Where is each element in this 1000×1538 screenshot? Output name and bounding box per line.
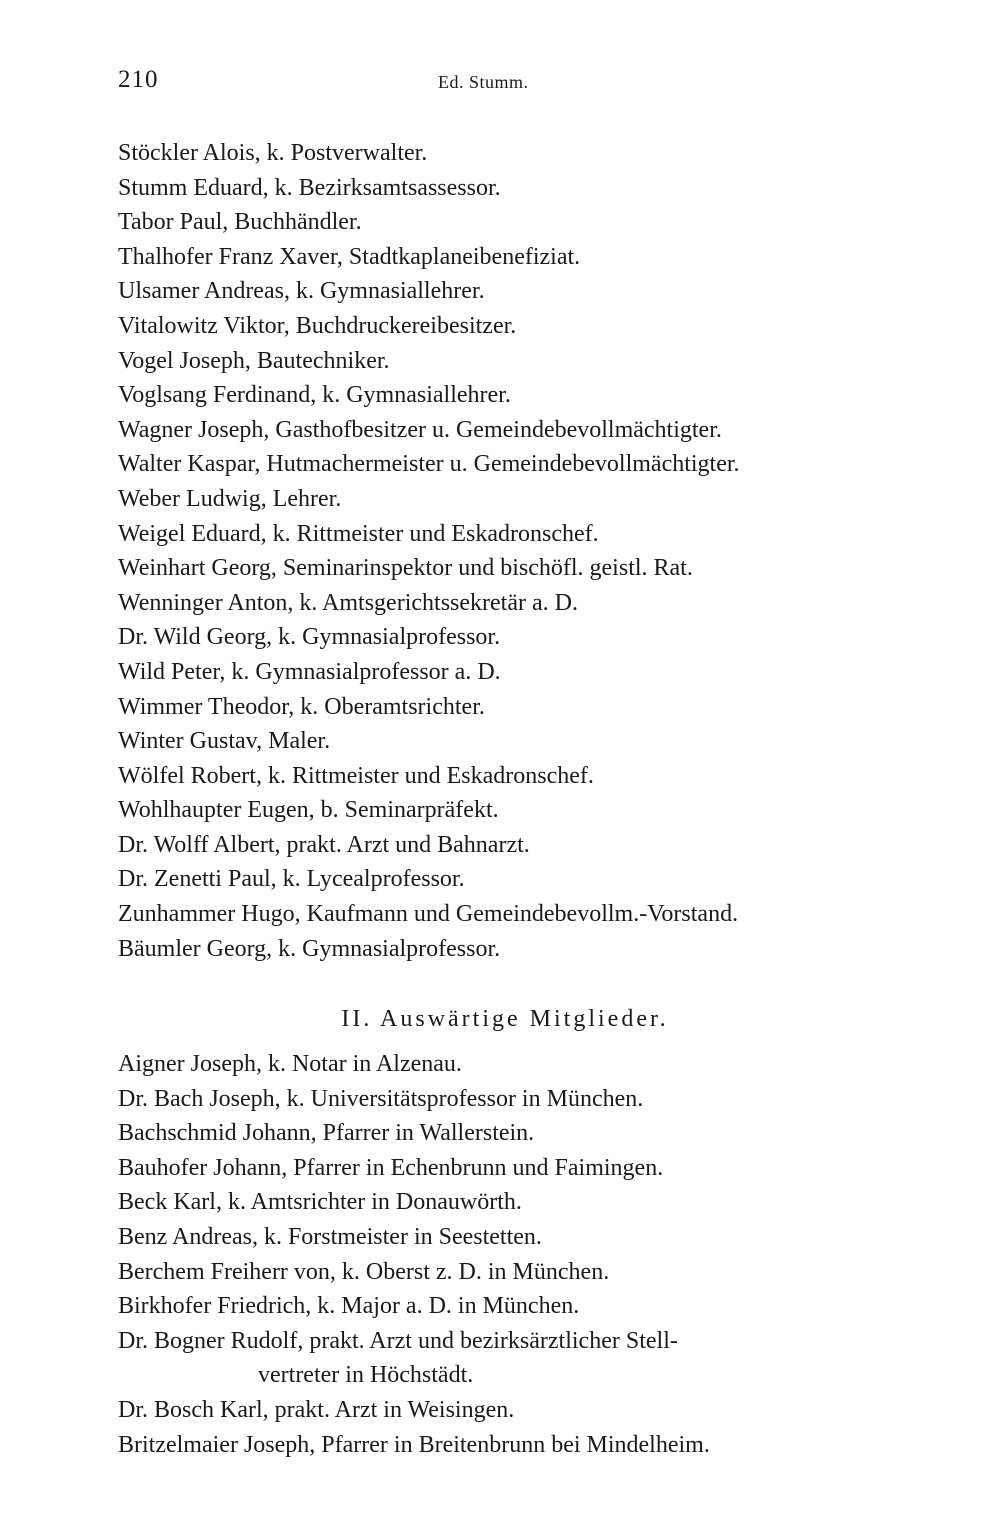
member-entry: Wohlhaupter Eugen, b. Seminarpräfekt. [118,797,499,824]
member-entry: Voglsang Ferdinand, k. Gymnasiallehrer. [118,382,511,409]
member-entry: Vogel Joseph, Bautechniker. [118,347,390,374]
member-entry-text: Aigner Joseph, k. Notar in Alzenau. [118,1051,462,1077]
member-entry [118,1289,918,1324]
local-members-list [118,136,918,966]
member-entry: Dr. Wild Georg, k. Gymnasialprofessor. [118,624,501,651]
member-entry [118,1047,918,1082]
member-entry-text: Beck Karl, k. Amtsrichter in Donauwörth. [118,1189,522,1216]
member-entry [118,1324,918,1393]
member-entry-text: Dr. Bogner Rudolf, prakt. Arzt und bezirksärztlicher Stell- [118,1327,678,1354]
member-entry: Weigel Eduard, k. Rittmeister und Eskadronschef. [118,520,599,547]
member-entry-text: Dr. Bach Joseph, k. Universitätsprofessor in München. [118,1085,644,1112]
member-entry: Bäumler Georg, k. Gymnasialprofessor. [118,935,501,962]
member-entry: Wenninger Anton, k. Amtsgerichtssekretär a. D. [118,589,578,616]
member-entry: Tabor Paul, Buchhändler. [118,209,362,236]
external-members-list [118,1047,918,1462]
member-entry-text: Birkhofer Friedrich, k. Major a. D. in München. [118,1293,580,1320]
member-entry: Stöckler Alois, k. Postverwalter. [118,140,428,166]
member-entry-text: Benz Andreas, k. Forstmeister in Seestetten. [118,1223,542,1250]
member-entry: Weber Ludwig, Lehrer. [118,485,342,512]
page-header [118,66,888,106]
member-entry: Thalhofer Franz Xaver, Stadtkaplaneibenefiziat. [118,243,581,270]
member-entry [118,1082,918,1117]
member-entry-text: Berchem Freiherr von, k. Oberst z. D. in München. [118,1258,610,1285]
member-entry-text: Bachschmid Johann, Pfarrer in Wallerstein. [118,1120,535,1147]
member-entry: Ulsamer Andreas, k. Gymnasiallehrer. [118,278,485,305]
page-number: 210 [118,66,159,93]
member-entry: Dr. Zenetti Paul, k. Lycealprofessor. [118,866,465,893]
member-entry [118,1393,918,1428]
member-entry [118,1151,918,1186]
member-entry: Wagner Joseph, Gasthofbesitzer u. Gemeindebevollmächtigter. [118,416,722,443]
member-entry: Wölfel Robert, k. Rittmeister und Eskadronschef. [118,762,594,789]
member-entry: Zunhammer Hugo, Kaufmann und Gemeindebevollm.-Vorstand. [118,901,739,928]
member-entry: Weinhart Georg, Seminarinspektor und bischöfl. geistl. Rat. [118,555,693,582]
member-entry: Vitalowitz Viktor, Buchdruckereibesitzer. [118,312,517,339]
member-entry: Walter Kaspar, Hutmachermeister u. Gemeindebevollmächtigter. [118,451,740,478]
member-entry: Dr. Wolff Albert, prakt. Arzt und Bahnarzt. [118,831,530,858]
member-entry: Stumm Eduard, k. Bezirksamtsassessor. [118,174,501,201]
member-entry [118,1220,918,1255]
member-entry: Wimmer Theodor, k. Oberamtsrichter. [118,693,485,720]
member-entry-text: Bauhofer Johann, Pfarrer in Echenbrunn und Faimingen. [118,1154,664,1181]
member-entry [118,1428,918,1463]
section-heading: II. Auswärtige Mitglieder. [341,1006,669,1032]
member-entry [118,1255,918,1290]
running-head: Ed. Stumm. [438,72,529,92]
member-entry-text: Dr. Bosch Karl, prakt. Arzt in Weisingen. [118,1396,515,1423]
member-entry [118,1185,918,1220]
member-entry-continuation: vertreter in Höchstädt. [258,1362,474,1389]
member-entry [118,1116,918,1151]
member-entry: Wild Peter, k. Gymnasialprofessor a. D. [118,658,501,685]
member-entry-text: Britzelmaier Joseph, Pfarrer in Breitenbrunn bei Mindelheim. [118,1431,710,1458]
member-entry: Winter Gustav, Maler. [118,728,331,755]
